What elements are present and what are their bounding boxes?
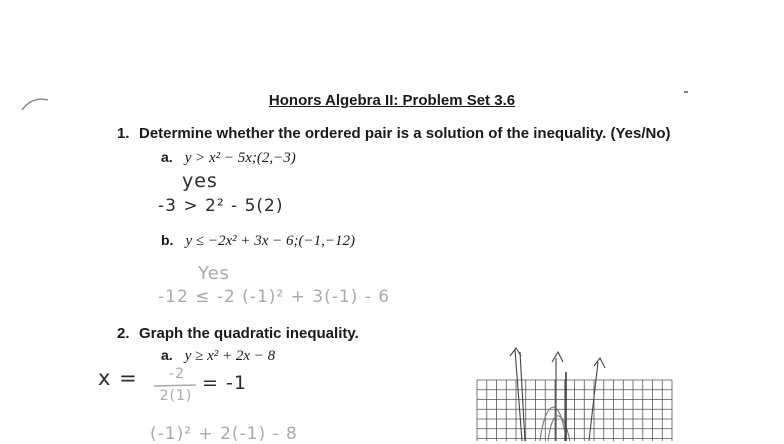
part-expression: y ≤ −2x² + 3x − 6;(−1,−12) (185, 233, 356, 249)
question-text: Determine whether the ordered pair is a solution of the inequality. (Yes/No) (139, 125, 671, 142)
question-2a (161, 347, 275, 365)
question-number: 2. (117, 325, 130, 342)
handwritten-cutoff-work: (-1)² + 2(-1) - 8 (150, 424, 298, 444)
question-1b (161, 232, 355, 250)
handwritten-answer-1b: Yes (198, 263, 231, 284)
handwritten-answer-1a: yes (182, 170, 218, 192)
parabola-sketch (510, 348, 605, 441)
question-1a (161, 149, 296, 167)
question-1 (117, 125, 670, 142)
part-expression: y ≥ x² + 2x − 8 (184, 348, 276, 364)
handwritten-work-1a: -3 > 2² - 5(2) (158, 196, 284, 216)
question-number: 1. (117, 125, 130, 142)
question-text: Graph the quadratic inequality. (139, 325, 359, 342)
handwritten-fraction-denominator: 2(1) (159, 388, 193, 404)
handwritten-fraction-numerator: -2 (169, 366, 185, 382)
question-2 (117, 325, 359, 342)
part-expression: y > x² − 5x;(2,−3) (184, 150, 296, 166)
part-label: a. (161, 347, 173, 363)
page-title-text: Honors Algebra II: Problem Set 3.6 (268, 92, 516, 109)
part-label: b. (161, 232, 174, 248)
handwritten-vertex-rhs: = -1 (202, 372, 247, 394)
part-label: a. (161, 149, 173, 165)
handwritten-work-1b: -12 ≤ -2 (-1)² + 3(-1) - 6 (158, 287, 391, 307)
handwritten-vertex-lhs: x = (98, 366, 138, 390)
page-title (0, 92, 784, 109)
